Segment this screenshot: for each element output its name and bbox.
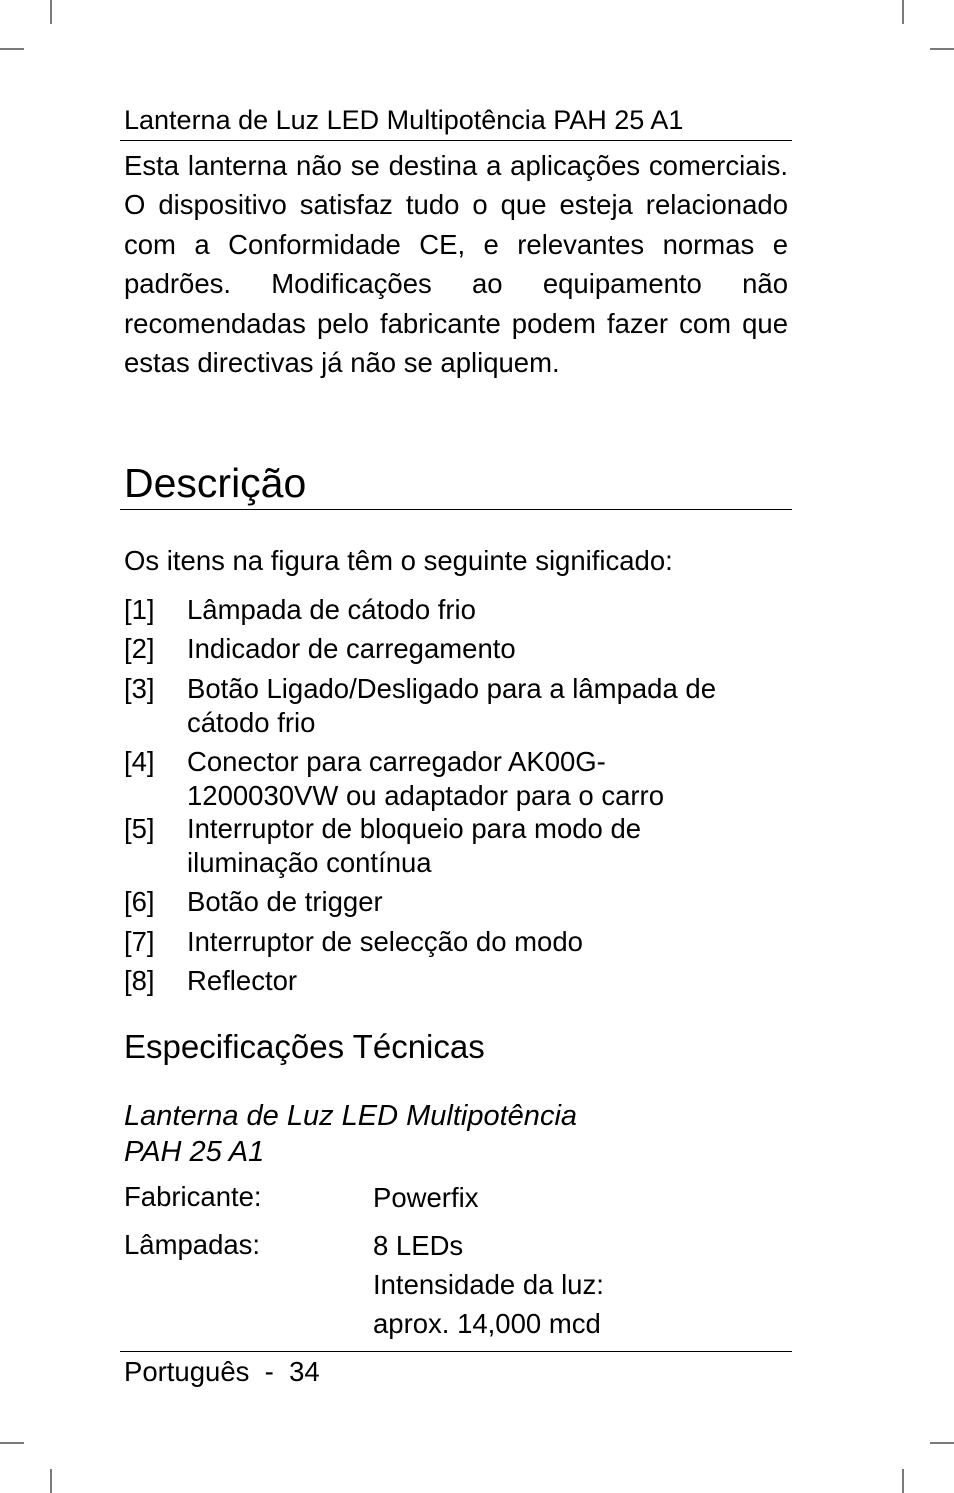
crop-mark	[50, 1469, 52, 1493]
item-number: [5]	[124, 813, 155, 844]
footer-language: Português	[124, 1356, 250, 1387]
item-number: [6]	[124, 886, 155, 917]
footer-separator: -	[264, 1356, 274, 1387]
item-text: Reflector	[187, 965, 298, 996]
page-number: 34	[289, 1356, 320, 1387]
item-number: [7]	[124, 926, 155, 957]
section-heading-specs: Especificações Técnicas	[124, 1028, 485, 1065]
model-name	[124, 1098, 724, 1170]
item-number: [1]	[124, 594, 155, 625]
item-number: [2]	[124, 633, 155, 664]
model-name-line1: Lanterna de Luz LED Multipotência	[124, 1100, 578, 1132]
item-text: Interruptor de selecção do modo	[187, 926, 583, 957]
spec-label: Fabricante:	[124, 1181, 262, 1212]
crop-mark	[0, 48, 24, 50]
crop-mark	[0, 1442, 24, 1444]
item-text: Botão Ligado/Desligado para a lâmpada de cátodo frio	[187, 673, 716, 738]
description-lead: Os itens na figura têm o seguinte significado:	[124, 545, 673, 576]
spec-value	[373, 1178, 478, 1217]
crop-mark	[902, 0, 904, 24]
crop-mark	[930, 48, 954, 50]
spec-label: Lâmpadas:	[124, 1229, 261, 1260]
crop-mark	[930, 1442, 954, 1444]
crop-mark	[902, 1469, 904, 1493]
spec-value-line: Intensidade da luz:	[373, 1269, 604, 1300]
spec-value-line: Powerfix	[373, 1182, 479, 1213]
item-number: [3]	[124, 673, 155, 704]
item-text: Interruptor de bloqueio para modo de iluminação contínua	[187, 813, 642, 878]
spec-value	[373, 1226, 604, 1343]
page-footer	[124, 1355, 320, 1389]
model-name-line2: PAH 25 A1	[124, 1136, 265, 1168]
item-text: Indicador de carregamento	[187, 633, 516, 664]
item-number: [4]	[124, 746, 155, 777]
intro-paragraph: Esta lanterna não se destina a aplicações comerciais. O dispositivo satisfaz tudo o que esteja relacionado com a Conformidade CE, e relevantes normas e padrões. Modificações ao equipamento não recomendadas pelo fabricante podem fazer com que estas directivas já não se apliquem.	[124, 150, 788, 379]
section-heading-description: Descrição	[124, 460, 307, 506]
running-header: Lanterna de Luz LED Multipotência PAH 25 A1	[124, 105, 684, 135]
item-number: [8]	[124, 965, 155, 996]
item-text: Lâmpada de cátodo frio	[187, 594, 476, 625]
section-rule	[120, 509, 792, 510]
item-text: Conector para carregador AK00G-1200030VW ou adaptador para o carro	[187, 746, 664, 811]
header-rule	[120, 140, 792, 141]
spec-value-line: aprox. 14,000 mcd	[373, 1308, 601, 1339]
spec-value-line: 8 LEDs	[373, 1230, 464, 1261]
crop-mark	[50, 0, 52, 24]
footer-rule	[120, 1351, 792, 1352]
item-text: Botão de trigger	[187, 886, 383, 917]
